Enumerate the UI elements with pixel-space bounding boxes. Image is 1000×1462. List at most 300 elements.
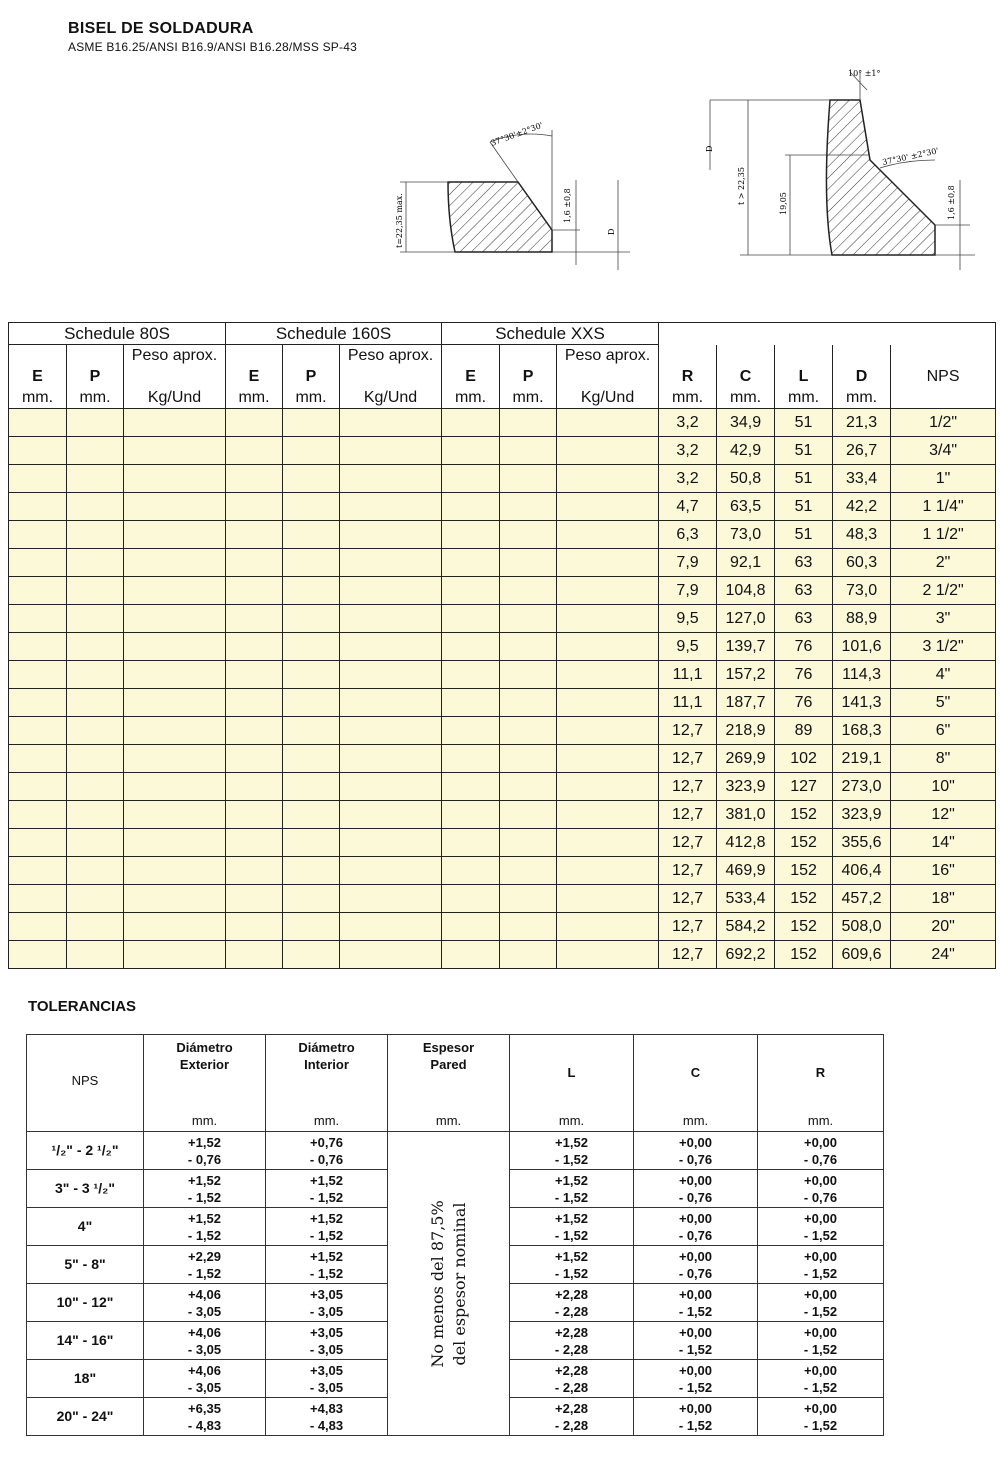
empty-cell <box>124 437 226 465</box>
table-row <box>9 857 996 885</box>
empty-cell <box>9 717 67 745</box>
cell-r: 7,9 <box>659 549 717 577</box>
tol-cell-interior <box>266 1132 388 1170</box>
tol-minus: - 1,52 <box>803 1417 838 1433</box>
cell-d: 609,6 <box>833 941 891 969</box>
table-row <box>9 913 996 941</box>
tol-plus: +1,52 <box>555 1172 588 1188</box>
tol-minus: - 0,76 <box>309 1151 344 1167</box>
empty-cell <box>226 717 283 745</box>
tol-plus: +0,00 <box>804 1210 837 1226</box>
empty-cell <box>557 857 659 885</box>
cell-d: 21,3 <box>833 409 891 437</box>
empty-cell <box>67 661 124 689</box>
empty-cell <box>283 745 340 773</box>
tol-cell-interior <box>266 1246 388 1284</box>
empty-cell <box>442 661 500 689</box>
empty-cell <box>500 661 557 689</box>
empty-cell <box>340 745 442 773</box>
table-row <box>9 661 996 689</box>
tol-plus: +1,52 <box>555 1134 588 1150</box>
table-row <box>9 577 996 605</box>
empty-cell <box>557 633 659 661</box>
empty-cell <box>124 773 226 801</box>
cell-c: 50,8 <box>717 465 775 493</box>
empty-cell <box>442 773 500 801</box>
cell-c: 63,5 <box>717 493 775 521</box>
empty-cell <box>67 885 124 913</box>
tol-plus: +0,00 <box>804 1286 837 1302</box>
empty-cell <box>9 633 67 661</box>
page-title: BISEL DE SOLDADURA <box>68 20 254 37</box>
cell-r: 12,7 <box>659 885 717 913</box>
col-peso-xxs: Peso aprox. Kg/Und <box>557 345 659 409</box>
col-r: R mm. <box>659 345 717 409</box>
cell-c: 218,9 <box>717 717 775 745</box>
tol-cell-exterior <box>144 1398 266 1436</box>
empty-cell <box>442 717 500 745</box>
tol-minus: - 3,05 <box>309 1341 344 1357</box>
tol-plus: +0,00 <box>679 1210 712 1226</box>
empty-cell <box>9 745 67 773</box>
cell-nps: 3/4" <box>891 437 996 465</box>
wall-note-line2: del espesor nominal <box>449 1201 469 1366</box>
tol-plus: +6,35 <box>188 1400 221 1416</box>
empty-cell <box>9 437 67 465</box>
col-e-xxs: E mm. <box>442 345 500 409</box>
empty-cell <box>442 437 500 465</box>
empty-cell <box>442 577 500 605</box>
bevel-drawings <box>380 60 980 280</box>
empty-cell <box>9 493 67 521</box>
empty-cell <box>283 857 340 885</box>
tol-plus: +0,00 <box>804 1400 837 1416</box>
empty-cell <box>226 493 283 521</box>
group-blank <box>659 323 996 345</box>
tol-cell-l <box>510 1284 634 1322</box>
cell-r: 12,7 <box>659 717 717 745</box>
empty-cell <box>500 521 557 549</box>
empty-cell <box>557 605 659 633</box>
cell-c: 139,7 <box>717 633 775 661</box>
empty-cell <box>500 941 557 969</box>
empty-cell <box>9 661 67 689</box>
empty-cell <box>9 801 67 829</box>
empty-cell <box>340 717 442 745</box>
empty-cell <box>9 773 67 801</box>
tol-cell-r <box>758 1208 884 1246</box>
tol-cell-exterior <box>144 1170 266 1208</box>
empty-cell <box>500 801 557 829</box>
cell-d: 48,3 <box>833 521 891 549</box>
cell-c: 157,2 <box>717 661 775 689</box>
empty-cell <box>67 913 124 941</box>
empty-cell <box>340 913 442 941</box>
empty-cell <box>67 941 124 969</box>
tol-cell-c <box>634 1398 758 1436</box>
empty-cell <box>67 633 124 661</box>
empty-cell <box>340 857 442 885</box>
tol-minus: - 3,05 <box>309 1379 344 1395</box>
cell-nps: 1/2" <box>891 409 996 437</box>
left-t-label: t=22,35 max. <box>395 193 404 248</box>
table-row <box>9 409 996 437</box>
right-angle-label: 37°30' ±2°30' <box>881 146 940 167</box>
tol-plus: +0,00 <box>804 1362 837 1378</box>
empty-cell <box>557 829 659 857</box>
right-top-angle-label: 10° ±1° <box>848 69 881 78</box>
cell-nps: 5" <box>891 689 996 717</box>
tol-plus: +1,52 <box>310 1210 343 1226</box>
table-row <box>9 941 996 969</box>
empty-cell <box>67 745 124 773</box>
empty-cell <box>67 521 124 549</box>
empty-cell <box>226 661 283 689</box>
empty-cell <box>442 941 500 969</box>
empty-cell <box>124 577 226 605</box>
tol-cell-c <box>634 1360 758 1398</box>
empty-cell <box>124 689 226 717</box>
tol-minus: - 1,52 <box>678 1303 713 1319</box>
empty-cell <box>226 801 283 829</box>
empty-cell <box>340 829 442 857</box>
table-row <box>9 521 996 549</box>
empty-cell <box>340 521 442 549</box>
tol-cell-l <box>510 1322 634 1360</box>
tol-cell-r <box>758 1170 884 1208</box>
table-row <box>9 437 996 465</box>
empty-cell <box>226 577 283 605</box>
empty-cell <box>557 801 659 829</box>
cell-d: 33,4 <box>833 465 891 493</box>
empty-cell <box>500 885 557 913</box>
empty-cell <box>500 493 557 521</box>
empty-cell <box>340 577 442 605</box>
empty-cell <box>67 773 124 801</box>
empty-cell <box>500 437 557 465</box>
cell-l: 152 <box>775 913 833 941</box>
empty-cell <box>500 605 557 633</box>
empty-cell <box>283 941 340 969</box>
tol-cell-interior <box>266 1322 388 1360</box>
cell-c: 469,9 <box>717 857 775 885</box>
empty-cell <box>340 493 442 521</box>
col-p-xxs: P mm. <box>500 345 557 409</box>
tol-plus: +0,00 <box>679 1248 712 1264</box>
empty-cell <box>500 633 557 661</box>
tol-minus: - 1,52 <box>678 1379 713 1395</box>
empty-cell <box>67 409 124 437</box>
empty-cell <box>124 521 226 549</box>
cell-d: 42,2 <box>833 493 891 521</box>
tol-plus: +2,28 <box>555 1362 588 1378</box>
cell-c: 412,8 <box>717 829 775 857</box>
cell-d: 508,0 <box>833 913 891 941</box>
tol-cell-c <box>634 1246 758 1284</box>
table-row <box>9 717 996 745</box>
cell-d: 323,9 <box>833 801 891 829</box>
tol-plus: +1,52 <box>188 1210 221 1226</box>
cell-nps: 20" <box>891 913 996 941</box>
tol-minus: - 0,76 <box>678 1227 713 1243</box>
cell-r: 3,2 <box>659 437 717 465</box>
empty-cell <box>557 913 659 941</box>
cell-r: 11,1 <box>659 689 717 717</box>
tol-minus: - 3,05 <box>187 1379 222 1395</box>
cell-r: 3,2 <box>659 465 717 493</box>
cell-nps: 14" <box>891 829 996 857</box>
empty-cell <box>340 801 442 829</box>
cell-c: 73,0 <box>717 521 775 549</box>
tol-minus: - 1,52 <box>554 1189 589 1205</box>
empty-cell <box>124 885 226 913</box>
tol-minus: - 1,52 <box>803 1379 838 1395</box>
empty-cell <box>9 409 67 437</box>
tol-cell-nps: 10" - 12" <box>27 1284 144 1322</box>
empty-cell <box>283 549 340 577</box>
empty-cell <box>124 941 226 969</box>
tol-cell-r <box>758 1360 884 1398</box>
right-t-label: t > 22,35 <box>737 167 746 205</box>
empty-cell <box>500 857 557 885</box>
empty-cell <box>557 745 659 773</box>
cell-nps: 24" <box>891 941 996 969</box>
table-row <box>9 689 996 717</box>
right-d-label: D <box>705 145 714 152</box>
empty-cell <box>442 465 500 493</box>
table-row <box>9 745 996 773</box>
empty-cell <box>9 577 67 605</box>
cell-c: 92,1 <box>717 549 775 577</box>
cell-l: 152 <box>775 801 833 829</box>
tol-minus: - 1,52 <box>803 1227 838 1243</box>
empty-cell <box>340 941 442 969</box>
empty-cell <box>557 941 659 969</box>
cell-nps: 1 1/4" <box>891 493 996 521</box>
tol-cell-exterior <box>144 1132 266 1170</box>
tol-cell-wall-note <box>388 1132 510 1436</box>
tol-minus: - 1,52 <box>187 1265 222 1281</box>
cell-c: 127,0 <box>717 605 775 633</box>
cell-l: 76 <box>775 633 833 661</box>
empty-cell <box>500 829 557 857</box>
cell-r: 11,1 <box>659 661 717 689</box>
empty-cell <box>557 465 659 493</box>
empty-cell <box>283 633 340 661</box>
empty-cell <box>226 829 283 857</box>
cell-l: 63 <box>775 605 833 633</box>
tol-plus: +1,52 <box>310 1248 343 1264</box>
tol-minus: - 0,76 <box>678 1265 713 1281</box>
tol-minus: - 2,28 <box>554 1417 589 1433</box>
cell-c: 104,8 <box>717 577 775 605</box>
tol-minus: - 1,52 <box>678 1341 713 1357</box>
cell-l: 51 <box>775 465 833 493</box>
tol-cell-nps: 18" <box>27 1360 144 1398</box>
empty-cell <box>124 913 226 941</box>
cell-r: 9,5 <box>659 605 717 633</box>
cell-l: 127 <box>775 773 833 801</box>
empty-cell <box>557 717 659 745</box>
tol-cell-r <box>758 1398 884 1436</box>
empty-cell <box>557 661 659 689</box>
tol-plus: +3,05 <box>310 1362 343 1378</box>
tol-cell-nps: 5" - 8" <box>27 1246 144 1284</box>
left-d-label: D <box>607 228 616 235</box>
tol-minus: - 0,76 <box>678 1151 713 1167</box>
table-row <box>9 465 996 493</box>
empty-cell <box>283 773 340 801</box>
tol-minus: - 3,05 <box>309 1303 344 1319</box>
tol-plus: +0,00 <box>679 1134 712 1150</box>
empty-cell <box>124 493 226 521</box>
tol-cell-r <box>758 1322 884 1360</box>
col-peso-80: Peso aprox. Kg/Und <box>124 345 226 409</box>
empty-cell <box>226 521 283 549</box>
page-subtitle: ASME B16.25/ANSI B16.9/ANSI B16.28/MSS SP-43 <box>68 40 357 54</box>
cell-r: 12,7 <box>659 773 717 801</box>
tol-minus: - 1,52 <box>803 1265 838 1281</box>
table-row <box>9 773 996 801</box>
group-schedule-160s: Schedule 160S <box>226 323 442 345</box>
empty-cell <box>67 437 124 465</box>
cell-d: 457,2 <box>833 885 891 913</box>
cell-l: 63 <box>775 577 833 605</box>
empty-cell <box>283 465 340 493</box>
empty-cell <box>283 913 340 941</box>
tol-plus: +0,00 <box>804 1172 837 1188</box>
table-row <box>9 829 996 857</box>
cell-nps: 2 1/2" <box>891 577 996 605</box>
cell-r: 12,7 <box>659 829 717 857</box>
tol-minus: - 1,52 <box>554 1227 589 1243</box>
empty-cell <box>500 745 557 773</box>
tol-minus: - 1,52 <box>678 1417 713 1433</box>
cell-d: 73,0 <box>833 577 891 605</box>
table-row <box>9 549 996 577</box>
empty-cell <box>226 773 283 801</box>
left-angle-label: 37°30'±2°30' <box>489 120 545 148</box>
cell-l: 76 <box>775 689 833 717</box>
tol-col-wall: Espesor Pared mm. <box>388 1035 510 1132</box>
tol-cell-nps: ¹/₂" - 2 ¹/₂" <box>27 1132 144 1170</box>
empty-cell <box>442 605 500 633</box>
tol-cell-exterior <box>144 1284 266 1322</box>
empty-cell <box>557 521 659 549</box>
tol-cell-r <box>758 1246 884 1284</box>
cell-l: 76 <box>775 661 833 689</box>
tol-minus: - 1,52 <box>309 1265 344 1281</box>
empty-cell <box>283 717 340 745</box>
right-h-label: 19,05 <box>779 192 788 215</box>
cell-l: 102 <box>775 745 833 773</box>
empty-cell <box>124 745 226 773</box>
empty-cell <box>442 801 500 829</box>
tol-minus: - 1,52 <box>803 1303 838 1319</box>
tol-plus: +2,28 <box>555 1400 588 1416</box>
cell-r: 9,5 <box>659 633 717 661</box>
empty-cell <box>442 633 500 661</box>
cell-nps: 10" <box>891 773 996 801</box>
empty-cell <box>340 437 442 465</box>
tol-minus: - 2,28 <box>554 1303 589 1319</box>
empty-cell <box>557 493 659 521</box>
empty-cell <box>9 941 67 969</box>
tol-cell-nps: 14" - 16" <box>27 1322 144 1360</box>
empty-cell <box>557 577 659 605</box>
tol-row <box>27 1132 884 1170</box>
tol-cell-interior <box>266 1170 388 1208</box>
empty-cell <box>67 577 124 605</box>
col-e-160: E mm. <box>226 345 283 409</box>
tol-plus: +3,05 <box>310 1286 343 1302</box>
tol-plus: +4,06 <box>188 1286 221 1302</box>
tol-col-nps: NPS <box>27 1035 144 1132</box>
empty-cell <box>557 885 659 913</box>
empty-cell <box>442 913 500 941</box>
empty-cell <box>283 437 340 465</box>
empty-cell <box>442 409 500 437</box>
tol-cell-c <box>634 1322 758 1360</box>
table-row <box>9 885 996 913</box>
cell-d: 141,3 <box>833 689 891 717</box>
tol-minus: - 0,76 <box>678 1189 713 1205</box>
tol-plus: +0,00 <box>679 1324 712 1340</box>
empty-cell <box>9 913 67 941</box>
empty-cell <box>500 773 557 801</box>
tol-minus: - 1,52 <box>187 1189 222 1205</box>
cell-l: 152 <box>775 829 833 857</box>
tol-cell-exterior <box>144 1208 266 1246</box>
tolerances-table <box>26 1034 884 1436</box>
empty-cell <box>9 605 67 633</box>
empty-cell <box>283 521 340 549</box>
cell-nps: 3" <box>891 605 996 633</box>
wall-note-line1: No menos del 87,5% <box>427 1199 447 1368</box>
left-bevel-drawing <box>395 121 630 270</box>
empty-cell <box>340 465 442 493</box>
tol-plus: +2,29 <box>188 1248 221 1264</box>
tol-minus: - 0,76 <box>187 1151 222 1167</box>
empty-cell <box>67 717 124 745</box>
empty-cell <box>283 829 340 857</box>
left-land-label: 1,6 ±0,8 <box>563 188 572 223</box>
tol-plus: +4,06 <box>188 1324 221 1340</box>
empty-cell <box>67 605 124 633</box>
cell-r: 12,7 <box>659 801 717 829</box>
empty-cell <box>9 857 67 885</box>
empty-cell <box>9 549 67 577</box>
empty-cell <box>340 605 442 633</box>
cell-c: 584,2 <box>717 913 775 941</box>
tol-minus: - 3,05 <box>187 1303 222 1319</box>
tol-minus: - 1,52 <box>309 1189 344 1205</box>
tol-cell-l <box>510 1208 634 1246</box>
col-p-80: P mm. <box>67 345 124 409</box>
dimensions-table <box>8 322 996 969</box>
cell-c: 187,7 <box>717 689 775 717</box>
table-row <box>9 633 996 661</box>
cell-c: 42,9 <box>717 437 775 465</box>
cell-l: 89 <box>775 717 833 745</box>
cell-nps: 16" <box>891 857 996 885</box>
tol-minus: - 1,52 <box>309 1227 344 1243</box>
tol-plus: +0,00 <box>679 1362 712 1378</box>
empty-cell <box>340 689 442 717</box>
empty-cell <box>226 913 283 941</box>
tol-cell-exterior <box>144 1322 266 1360</box>
cell-r: 12,7 <box>659 745 717 773</box>
